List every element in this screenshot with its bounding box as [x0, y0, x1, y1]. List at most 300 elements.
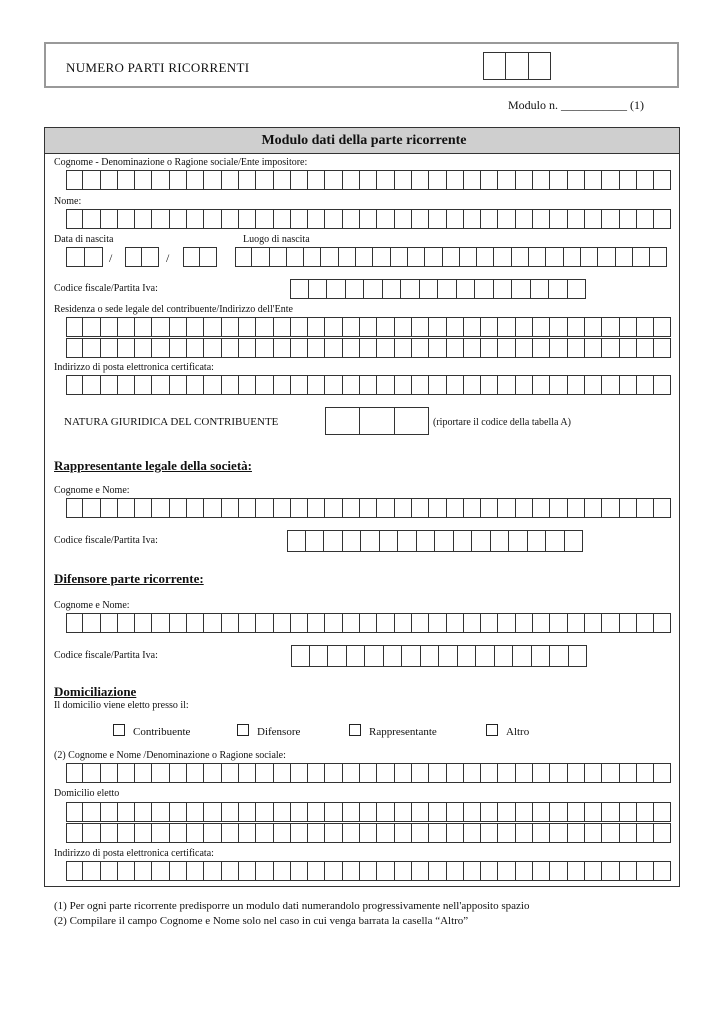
char-box[interactable] — [380, 530, 399, 552]
char-box[interactable] — [239, 763, 256, 783]
char-box[interactable] — [637, 498, 654, 518]
char-box[interactable] — [222, 170, 239, 190]
char-box[interactable] — [447, 170, 464, 190]
char-box[interactable] — [325, 613, 342, 633]
char-box[interactable] — [83, 613, 100, 633]
char-box[interactable] — [360, 823, 377, 843]
char-box[interactable] — [568, 317, 585, 337]
char-box[interactable] — [118, 498, 135, 518]
char-box[interactable] — [291, 209, 308, 229]
char-box[interactable] — [135, 823, 152, 843]
char-box[interactable] — [549, 279, 568, 299]
char-box[interactable] — [239, 802, 256, 822]
char-box[interactable] — [533, 763, 550, 783]
char-box[interactable] — [274, 823, 291, 843]
char-box[interactable] — [412, 170, 429, 190]
char-box[interactable] — [135, 802, 152, 822]
char-box[interactable] — [568, 498, 585, 518]
char-box[interactable] — [325, 170, 342, 190]
char-box[interactable] — [495, 645, 514, 667]
char-box[interactable] — [118, 375, 135, 395]
char-box[interactable] — [620, 802, 637, 822]
char-box[interactable] — [325, 317, 342, 337]
checkbox-contribuente[interactable] — [113, 724, 125, 736]
char-box[interactable] — [429, 763, 446, 783]
char-box[interactable] — [550, 763, 567, 783]
char-box[interactable] — [343, 317, 360, 337]
char-box[interactable] — [585, 861, 602, 881]
char-box[interactable] — [135, 317, 152, 337]
char-box[interactable] — [620, 338, 637, 358]
char-box[interactable] — [498, 861, 515, 881]
char-box[interactable] — [569, 645, 588, 667]
char-box[interactable] — [200, 247, 217, 267]
char-box[interactable] — [343, 823, 360, 843]
char-box[interactable] — [533, 338, 550, 358]
char-box[interactable] — [395, 338, 412, 358]
char-box[interactable] — [204, 375, 221, 395]
char-box[interactable] — [498, 498, 515, 518]
char-box[interactable] — [118, 763, 135, 783]
char-box[interactable] — [83, 338, 100, 358]
char-box[interactable] — [481, 861, 498, 881]
char-box[interactable] — [343, 375, 360, 395]
char-box[interactable] — [339, 247, 356, 267]
char-box[interactable] — [654, 375, 671, 395]
numero-parti-boxes[interactable] — [483, 52, 551, 80]
char-box[interactable] — [620, 209, 637, 229]
char-box[interactable] — [464, 763, 481, 783]
char-box[interactable] — [135, 170, 152, 190]
char-box[interactable] — [256, 338, 273, 358]
char-box[interactable] — [412, 613, 429, 633]
char-box[interactable] — [550, 338, 567, 358]
char-box[interactable] — [308, 317, 325, 337]
char-box[interactable] — [412, 498, 429, 518]
char-box[interactable] — [550, 823, 567, 843]
char-box[interactable] — [66, 613, 83, 633]
char-box[interactable] — [343, 763, 360, 783]
char-box[interactable] — [454, 530, 473, 552]
char-box[interactable] — [516, 613, 533, 633]
char-box[interactable] — [101, 613, 118, 633]
char-box[interactable] — [550, 375, 567, 395]
char-box[interactable] — [439, 645, 458, 667]
char-box[interactable] — [516, 498, 533, 518]
char-box[interactable] — [343, 170, 360, 190]
domicilio-eletto-boxes-2[interactable] — [66, 823, 671, 843]
option-altro[interactable] — [486, 724, 529, 738]
char-box[interactable] — [443, 247, 460, 267]
char-box[interactable] — [187, 170, 204, 190]
char-box[interactable] — [412, 861, 429, 881]
char-box[interactable] — [533, 209, 550, 229]
char-box[interactable] — [304, 247, 321, 267]
char-box[interactable] — [135, 375, 152, 395]
char-box[interactable] — [187, 317, 204, 337]
char-box[interactable] — [287, 530, 306, 552]
char-box[interactable] — [101, 317, 118, 337]
char-box[interactable] — [585, 209, 602, 229]
char-box[interactable] — [125, 247, 142, 267]
char-box[interactable] — [568, 338, 585, 358]
char-box[interactable] — [481, 375, 498, 395]
char-box[interactable] — [152, 338, 169, 358]
char-box[interactable] — [550, 498, 567, 518]
char-box[interactable] — [602, 802, 619, 822]
option-contribuente[interactable] — [113, 724, 190, 738]
char-box[interactable] — [239, 375, 256, 395]
char-box[interactable] — [447, 498, 464, 518]
domiciliazione-pec-boxes[interactable] — [66, 861, 671, 881]
char-box[interactable] — [291, 613, 308, 633]
char-box[interactable] — [412, 338, 429, 358]
char-box[interactable] — [170, 802, 187, 822]
char-box[interactable] — [256, 317, 273, 337]
char-box[interactable] — [516, 209, 533, 229]
char-box[interactable] — [66, 375, 83, 395]
char-box[interactable] — [550, 802, 567, 822]
char-box[interactable] — [620, 375, 637, 395]
char-box[interactable] — [135, 763, 152, 783]
char-box[interactable] — [308, 375, 325, 395]
char-box[interactable] — [550, 861, 567, 881]
char-box[interactable] — [308, 823, 325, 843]
char-box[interactable] — [481, 317, 498, 337]
char-box[interactable] — [412, 375, 429, 395]
char-box[interactable] — [637, 823, 654, 843]
char-box[interactable] — [135, 209, 152, 229]
char-box[interactable] — [568, 763, 585, 783]
char-box[interactable] — [395, 498, 412, 518]
char-box[interactable] — [274, 375, 291, 395]
char-box[interactable] — [321, 247, 338, 267]
char-box[interactable] — [585, 170, 602, 190]
natura-giuridica-boxes[interactable] — [325, 407, 429, 435]
char-box[interactable] — [429, 861, 446, 881]
char-box[interactable] — [481, 763, 498, 783]
char-box[interactable] — [429, 802, 446, 822]
char-box[interactable] — [650, 247, 667, 267]
char-box[interactable] — [256, 375, 273, 395]
char-box[interactable] — [101, 802, 118, 822]
option-rappresentante[interactable] — [349, 724, 437, 738]
char-box[interactable] — [274, 338, 291, 358]
char-box[interactable] — [509, 530, 528, 552]
char-box[interactable] — [346, 279, 365, 299]
char-box[interactable] — [364, 279, 383, 299]
char-box[interactable] — [152, 170, 169, 190]
char-box[interactable] — [66, 823, 83, 843]
char-box[interactable] — [239, 317, 256, 337]
char-box[interactable] — [585, 613, 602, 633]
char-box[interactable] — [360, 375, 377, 395]
checkbox-rappresentante[interactable] — [349, 724, 361, 736]
char-box[interactable] — [66, 170, 83, 190]
char-box[interactable] — [187, 823, 204, 843]
char-box[interactable] — [222, 823, 239, 843]
char-box[interactable] — [531, 279, 550, 299]
char-box[interactable] — [429, 317, 446, 337]
char-box[interactable] — [447, 209, 464, 229]
char-box[interactable] — [383, 279, 402, 299]
char-box[interactable] — [395, 209, 412, 229]
char-box[interactable] — [637, 613, 654, 633]
char-box[interactable] — [494, 279, 513, 299]
char-box[interactable] — [309, 279, 328, 299]
char-box[interactable] — [602, 861, 619, 881]
char-box[interactable] — [602, 375, 619, 395]
char-box[interactable] — [654, 498, 671, 518]
difensore-cf-boxes[interactable] — [291, 645, 587, 667]
char-box[interactable] — [498, 317, 515, 337]
char-box[interactable] — [602, 317, 619, 337]
char-box[interactable] — [546, 530, 565, 552]
rappresentante-cf-boxes[interactable] — [287, 530, 583, 552]
char-box[interactable] — [187, 763, 204, 783]
char-box[interactable] — [395, 823, 412, 843]
char-box[interactable] — [377, 861, 394, 881]
char-box[interactable] — [412, 763, 429, 783]
char-box[interactable] — [373, 247, 390, 267]
char-box[interactable] — [239, 823, 256, 843]
char-box[interactable] — [498, 338, 515, 358]
char-box[interactable] — [516, 338, 533, 358]
char-box[interactable] — [170, 338, 187, 358]
char-box[interactable] — [568, 861, 585, 881]
char-box[interactable] — [568, 375, 585, 395]
char-box[interactable] — [360, 802, 377, 822]
char-box[interactable] — [498, 802, 515, 822]
char-box[interactable] — [395, 802, 412, 822]
char-box[interactable] — [494, 247, 511, 267]
char-box[interactable] — [516, 823, 533, 843]
char-box[interactable] — [516, 170, 533, 190]
char-box[interactable] — [343, 802, 360, 822]
char-box[interactable] — [325, 823, 342, 843]
char-box[interactable] — [365, 645, 384, 667]
char-box[interactable] — [377, 375, 394, 395]
char-box[interactable] — [204, 338, 221, 358]
char-box[interactable] — [308, 613, 325, 633]
char-box[interactable] — [327, 279, 346, 299]
char-box[interactable] — [152, 613, 169, 633]
char-box[interactable] — [256, 823, 273, 843]
char-box[interactable] — [429, 613, 446, 633]
char-box[interactable] — [343, 338, 360, 358]
char-box[interactable] — [66, 209, 83, 229]
char-box[interactable] — [533, 498, 550, 518]
char-box[interactable] — [118, 861, 135, 881]
char-box[interactable] — [412, 802, 429, 822]
char-box[interactable] — [83, 823, 100, 843]
char-box[interactable] — [291, 861, 308, 881]
char-box[interactable] — [152, 317, 169, 337]
char-box[interactable] — [550, 170, 567, 190]
char-box[interactable] — [222, 317, 239, 337]
char-box[interactable] — [533, 375, 550, 395]
char-box[interactable] — [204, 498, 221, 518]
char-box[interactable] — [447, 317, 464, 337]
char-box[interactable] — [343, 530, 362, 552]
char-box[interactable] — [83, 375, 100, 395]
char-box[interactable] — [412, 317, 429, 337]
char-box[interactable] — [343, 209, 360, 229]
char-box[interactable] — [291, 170, 308, 190]
char-box[interactable] — [306, 530, 325, 552]
char-box[interactable] — [425, 247, 442, 267]
char-box[interactable] — [447, 338, 464, 358]
char-box[interactable] — [325, 498, 342, 518]
char-box[interactable] — [118, 170, 135, 190]
char-box[interactable] — [481, 802, 498, 822]
char-box[interactable] — [602, 613, 619, 633]
char-box[interactable] — [585, 375, 602, 395]
char-box[interactable] — [568, 209, 585, 229]
char-box[interactable] — [472, 530, 491, 552]
char-box[interactable] — [391, 247, 408, 267]
char-box[interactable] — [429, 338, 446, 358]
domicilio-eletto-boxes-1[interactable] — [66, 802, 671, 822]
char-box[interactable] — [187, 338, 204, 358]
char-box[interactable] — [256, 498, 273, 518]
char-box[interactable] — [310, 645, 329, 667]
char-box[interactable] — [287, 247, 304, 267]
char-box[interactable] — [637, 375, 654, 395]
birth-day-boxes[interactable] — [66, 247, 103, 267]
char-box[interactable] — [464, 209, 481, 229]
char-box[interactable] — [142, 247, 159, 267]
char-box[interactable] — [274, 763, 291, 783]
char-box[interactable] — [637, 209, 654, 229]
char-box[interactable] — [637, 802, 654, 822]
char-box[interactable] — [204, 613, 221, 633]
char-box[interactable] — [101, 498, 118, 518]
char-box[interactable] — [343, 861, 360, 881]
char-box[interactable] — [377, 170, 394, 190]
char-box[interactable] — [291, 498, 308, 518]
char-box[interactable] — [325, 375, 342, 395]
char-box[interactable] — [83, 317, 100, 337]
char-box[interactable] — [291, 645, 310, 667]
char-box[interactable] — [620, 170, 637, 190]
char-box[interactable] — [464, 170, 481, 190]
char-box[interactable] — [529, 247, 546, 267]
char-box[interactable] — [152, 375, 169, 395]
char-box[interactable] — [516, 861, 533, 881]
char-box[interactable] — [498, 375, 515, 395]
char-box[interactable] — [118, 823, 135, 843]
char-box[interactable] — [602, 338, 619, 358]
char-box[interactable] — [550, 613, 567, 633]
char-box[interactable] — [118, 209, 135, 229]
char-box[interactable] — [620, 613, 637, 633]
residenza-boxes-2[interactable] — [66, 338, 671, 358]
char-box[interactable] — [401, 279, 420, 299]
char-box[interactable] — [384, 645, 403, 667]
birth-year-boxes[interactable] — [183, 247, 217, 267]
char-box[interactable] — [170, 763, 187, 783]
char-box[interactable] — [325, 763, 342, 783]
char-box[interactable] — [564, 247, 581, 267]
char-box[interactable] — [402, 645, 421, 667]
char-box[interactable] — [83, 763, 100, 783]
char-box[interactable] — [429, 498, 446, 518]
char-box[interactable] — [377, 613, 394, 633]
char-box[interactable] — [412, 209, 429, 229]
char-box[interactable] — [270, 247, 287, 267]
char-box[interactable] — [654, 763, 671, 783]
char-box[interactable] — [533, 802, 550, 822]
char-box[interactable] — [83, 802, 100, 822]
char-box[interactable] — [118, 338, 135, 358]
char-box[interactable] — [585, 763, 602, 783]
char-box[interactable] — [204, 861, 221, 881]
char-box[interactable] — [602, 763, 619, 783]
char-box[interactable] — [620, 498, 637, 518]
char-box[interactable] — [602, 170, 619, 190]
char-box[interactable] — [585, 317, 602, 337]
difensore-nome-boxes[interactable] — [66, 613, 671, 633]
char-box[interactable] — [654, 170, 671, 190]
char-box[interactable] — [204, 209, 221, 229]
char-box[interactable] — [325, 802, 342, 822]
char-box[interactable] — [408, 247, 425, 267]
char-box[interactable] — [395, 317, 412, 337]
char-box[interactable] — [152, 861, 169, 881]
char-box[interactable] — [464, 498, 481, 518]
char-box[interactable] — [498, 763, 515, 783]
char-box[interactable] — [101, 861, 118, 881]
char-box[interactable] — [324, 530, 343, 552]
char-box[interactable] — [291, 802, 308, 822]
char-box[interactable] — [360, 861, 377, 881]
char-box[interactable] — [447, 375, 464, 395]
char-box[interactable] — [101, 763, 118, 783]
char-box[interactable] — [101, 170, 118, 190]
char-box[interactable] — [101, 209, 118, 229]
char-box[interactable] — [568, 279, 587, 299]
char-box[interactable] — [498, 613, 515, 633]
char-box[interactable] — [170, 209, 187, 229]
char-box[interactable] — [101, 823, 118, 843]
char-box[interactable] — [360, 613, 377, 633]
char-box[interactable] — [513, 645, 532, 667]
char-box[interactable] — [512, 247, 529, 267]
char-box[interactable] — [152, 823, 169, 843]
char-box[interactable] — [308, 861, 325, 881]
residenza-boxes-1[interactable] — [66, 317, 671, 337]
char-box[interactable] — [274, 498, 291, 518]
char-box[interactable] — [343, 613, 360, 633]
char-box[interactable] — [325, 861, 342, 881]
char-box[interactable] — [464, 823, 481, 843]
domiciliazione-nome-boxes[interactable] — [66, 763, 671, 783]
char-box[interactable] — [83, 209, 100, 229]
char-box[interactable] — [83, 498, 100, 518]
char-box[interactable] — [118, 317, 135, 337]
char-box[interactable] — [412, 823, 429, 843]
char-box[interactable] — [637, 763, 654, 783]
char-box[interactable] — [360, 498, 377, 518]
birth-month-boxes[interactable] — [125, 247, 159, 267]
char-box[interactable] — [533, 613, 550, 633]
char-box[interactable] — [360, 763, 377, 783]
rappresentante-nome-boxes[interactable] — [66, 498, 671, 518]
char-box[interactable] — [447, 823, 464, 843]
char-box[interactable] — [187, 802, 204, 822]
char-box[interactable] — [377, 802, 394, 822]
